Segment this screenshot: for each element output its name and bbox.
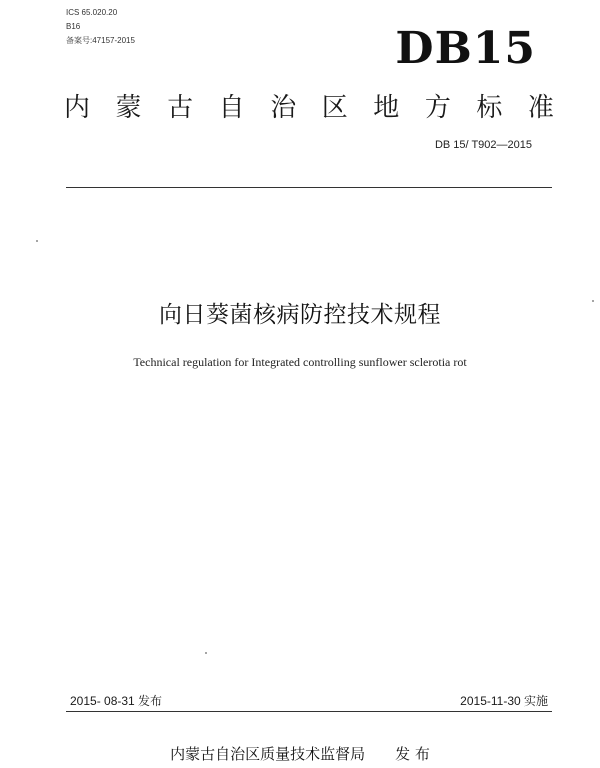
standard-type-char: 区 — [321, 93, 348, 123]
document-title-english: Technical regulation for Integrated controlling sunflower sclerotia rot — [133, 355, 467, 369]
standard-type-heading — [64, 92, 554, 124]
standard-code-logo: DB15 — [395, 23, 536, 74]
standard-type-char: 地 — [373, 93, 400, 123]
issue-date: 2015- 08-31 发布 — [70, 694, 163, 708]
document-title-chinese: 向日葵菌核病防控技术规程 — [159, 302, 441, 328]
standard-type-char: 治 — [270, 93, 297, 123]
issuer-line — [0, 744, 600, 764]
standard-type-char: 标 — [476, 93, 503, 123]
scan-speck — [205, 652, 207, 654]
standard-type-char: 古 — [167, 93, 194, 123]
header-divider — [66, 187, 552, 188]
standard-type-char: 方 — [424, 93, 451, 123]
standard-type-char: 自 — [218, 93, 245, 123]
filing-number: 备案号:47157-2015 — [66, 36, 135, 45]
standard-number: DB 15/ T902—2015 — [434, 139, 532, 151]
standard-type-char: 准 — [527, 93, 554, 123]
issuer-name: 内蒙古自治区质量技术监督局 — [170, 745, 366, 763]
issuer-action: 发 布 — [395, 745, 430, 763]
scan-speck — [592, 300, 594, 302]
effective-date: 2015-11-30 实施 — [460, 694, 548, 708]
standard-type-char: 蒙 — [115, 93, 142, 123]
standard-type-char: 内 — [64, 93, 91, 123]
scan-speck — [36, 240, 38, 242]
ics-code: ICS 65.020.20 — [66, 8, 118, 17]
ccs-code: B16 — [66, 22, 81, 31]
footer-divider — [66, 711, 552, 712]
